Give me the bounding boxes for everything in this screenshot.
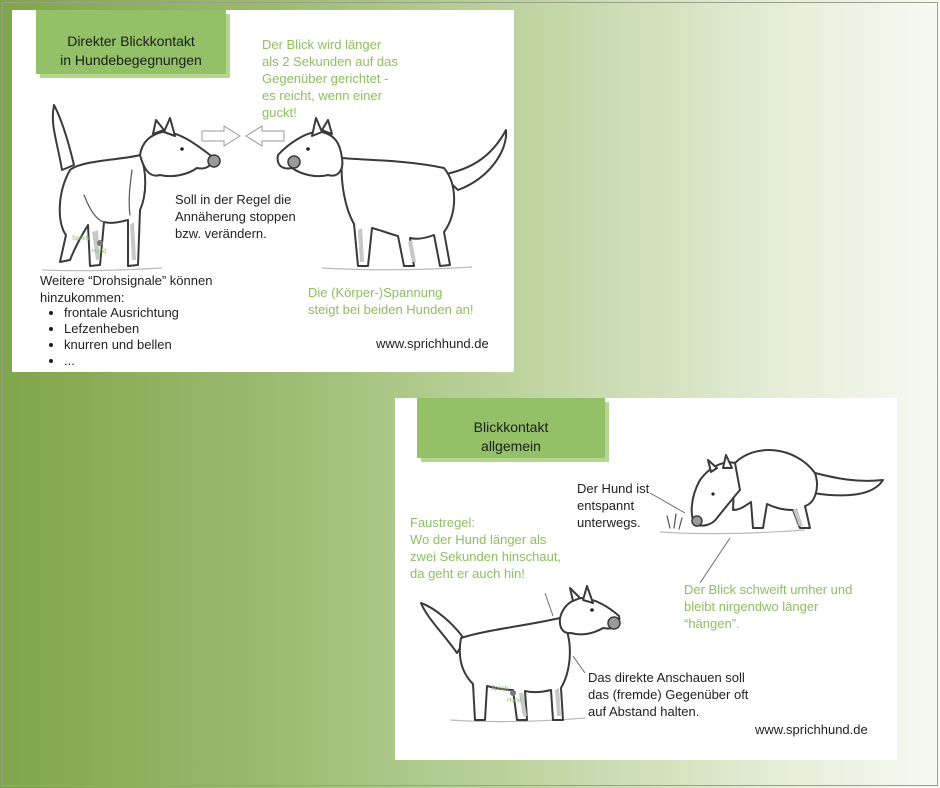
rule-text-line: zwei Sekunden hinschaut, <box>410 549 562 564</box>
stamp-bottom-text: Hund <box>92 249 107 255</box>
gaze-text-line: guckt! <box>262 105 297 120</box>
pointer-line <box>545 593 553 616</box>
list-item: • frontale Ausrichtung <box>64 305 179 321</box>
relaxed-dog-text <box>577 480 649 531</box>
website-url: www.sprichhund.de <box>755 722 868 737</box>
ground-line <box>322 267 472 270</box>
threat-intro-line: Weitere “Drohsignale” können <box>40 273 213 288</box>
card1-title-line2: in Hundebegegnungen <box>60 52 202 68</box>
grass-drawing <box>667 514 682 529</box>
tension-text <box>308 284 474 318</box>
right-dog-drawing <box>278 118 507 266</box>
stare-text-line: auf Abstand halten. <box>588 704 700 719</box>
approach-text-line: bzw. verändern. <box>175 226 267 241</box>
wander-text-line: Der Blick schweift umher und <box>684 582 853 597</box>
wander-text-line: bleibt nirgendwo länger <box>684 599 819 614</box>
approach-stop-text <box>175 191 296 242</box>
rule-text-line: da geht er auch hin! <box>410 566 525 581</box>
threat-signals-list <box>46 305 179 369</box>
card-direct-eye-contact <box>12 10 514 372</box>
approach-text-line: Soll in der Regel die <box>175 192 292 207</box>
ground-line <box>660 530 805 534</box>
stare-text-line: das (fremde) Gegenüber oft <box>588 687 749 702</box>
card1-title-line1: Direkter Blickkontakt <box>67 33 195 49</box>
stamp-top-text: Sprich <box>72 236 90 242</box>
threat-intro-line: hinzukommen: <box>40 290 125 305</box>
stare-text-line: Das direkte Anschauen soll <box>588 670 745 685</box>
stamp-bottom-text: Hund <box>507 698 522 704</box>
pointer-line <box>573 656 585 673</box>
pointer-line <box>650 493 685 513</box>
gaze-text-line: Gegenüber gerichtet - <box>262 71 389 86</box>
relaxed-text-line: Der Hund ist <box>577 481 650 496</box>
gaze-text-line: es reicht, wenn einer <box>262 88 382 103</box>
wandering-gaze-text <box>684 581 852 632</box>
eye-contact-arrows <box>202 126 284 146</box>
card-eye-contact-general <box>395 398 897 760</box>
gaze-text-line: als 2 Sekunden auf das <box>262 54 398 69</box>
rule-of-thumb-text <box>410 514 561 582</box>
relaxed-dog-drawing <box>660 450 883 534</box>
rule-text-line: Faustregel: <box>410 515 476 530</box>
gaze-text-line: Der Blick wird länger <box>262 37 382 52</box>
gaze-duration-text <box>262 36 398 121</box>
list-item: • ... <box>64 353 179 369</box>
wander-text-line: “hängen”. <box>684 616 740 631</box>
relaxed-text-line: entspannt <box>577 498 635 513</box>
relaxed-text-line: unterwegs. <box>577 515 641 530</box>
stamp-top-text: Sprich <box>491 686 509 692</box>
tension-text-line: Die (Körper-)Spannung <box>308 285 443 300</box>
pointer-line <box>700 538 730 583</box>
rule-text-line: Wo der Hund länger als <box>410 532 547 547</box>
list-item: • knurren und bellen <box>64 337 179 353</box>
threat-signals-intro <box>40 272 212 306</box>
website-url: www.sprichhund.de <box>376 336 489 351</box>
list-item: • Lefzenheben <box>64 321 179 337</box>
tension-text-line: steigt bei beiden Hunden an! <box>308 302 474 317</box>
card2-title-line1: Blickkontakt <box>473 419 549 435</box>
ground-line <box>42 268 162 271</box>
direct-stare-text <box>588 669 748 720</box>
card2-title-line2: allgemein <box>481 438 541 454</box>
approach-text-line: Annäherung stoppen <box>175 209 296 224</box>
